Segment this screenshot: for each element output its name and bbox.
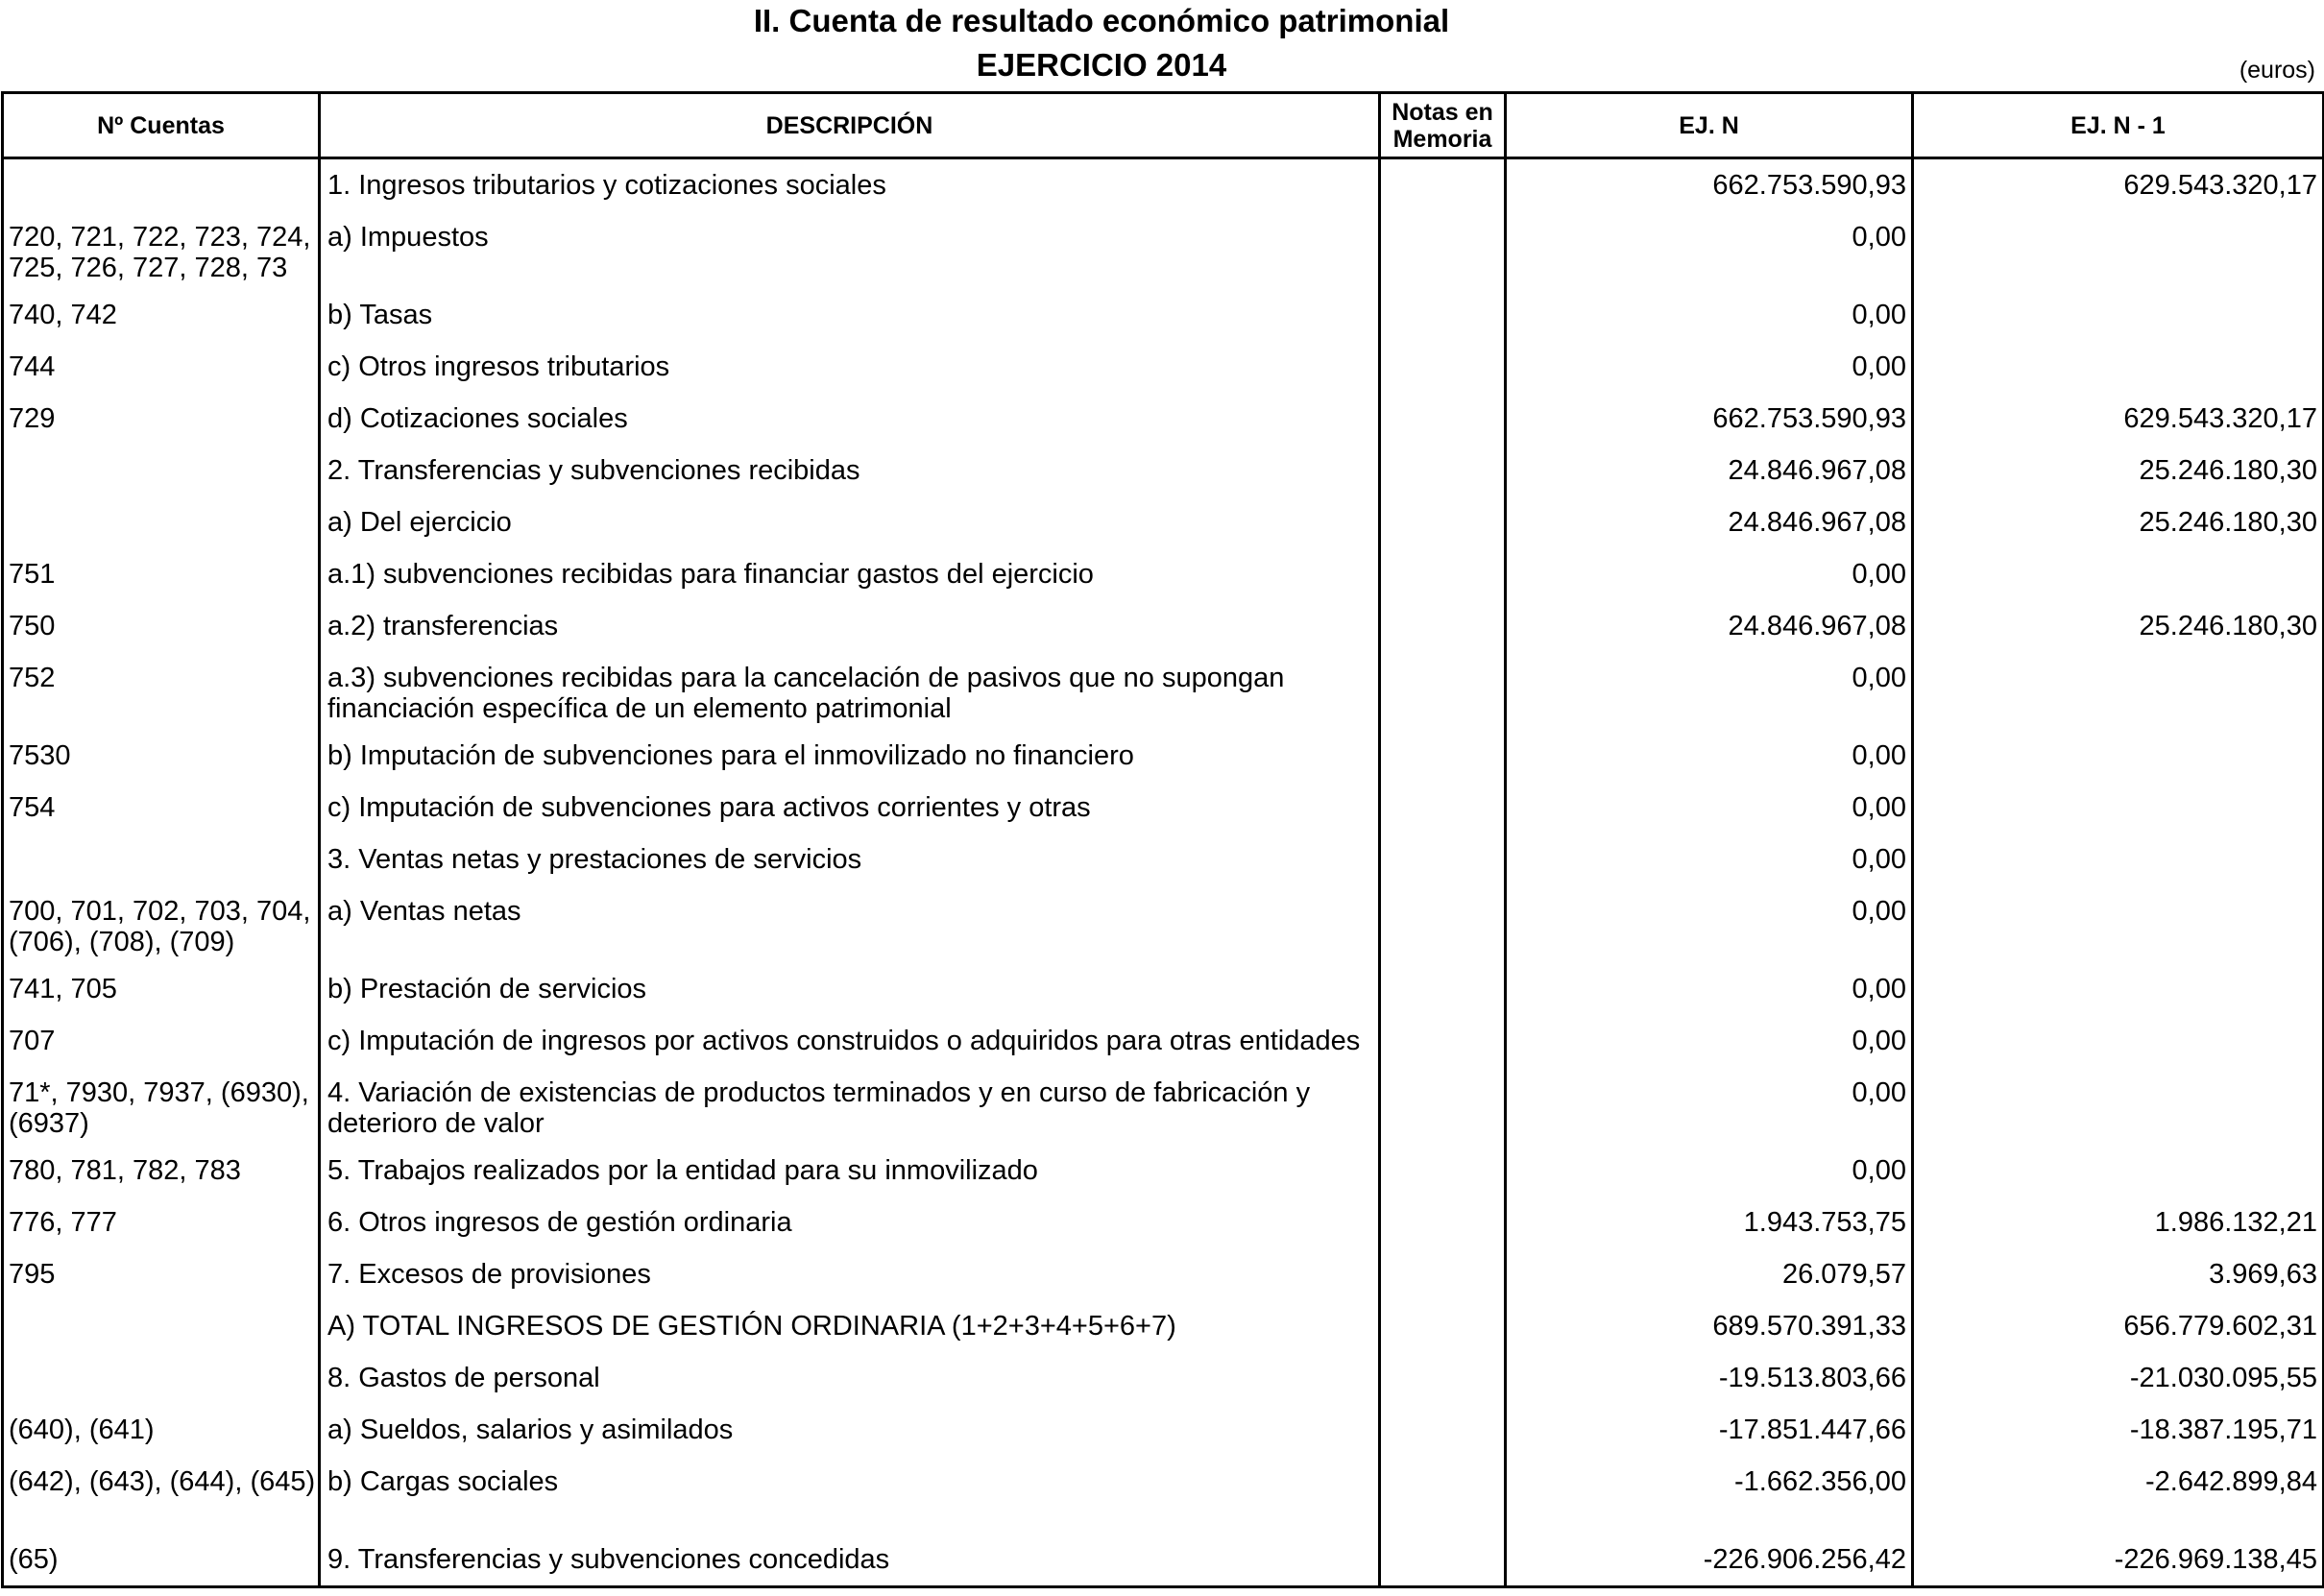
- cell-cuentas: 754: [3, 782, 320, 834]
- cell-ej-n1: 629.543.320,17: [1913, 158, 2324, 212]
- col-header-ej-n: EJ. N: [1506, 93, 1913, 158]
- cell-cuentas: [3, 445, 320, 496]
- cell-ej-n: 0,00: [1506, 1015, 1913, 1067]
- table-row: [3, 782, 2324, 834]
- cell-descripcion: 8. Gastos de personal: [320, 1352, 1380, 1404]
- cell-ej-n: 0,00: [1506, 963, 1913, 1015]
- cell-descripcion: b) Imputación de subvenciones para el inmovilizado no financiero: [320, 730, 1380, 782]
- table-row: [3, 834, 2324, 885]
- cell-notas: [1380, 1352, 1506, 1404]
- cell-notas: [1380, 652, 1506, 730]
- cell-descripcion: a) Sueldos, salarios y asimilados: [320, 1404, 1380, 1456]
- cell-ej-n: 0,00: [1506, 782, 1913, 834]
- cell-cuentas: 71*, 7930, 7937, (6930), (6937): [3, 1067, 320, 1145]
- table-row: [3, 1145, 2324, 1197]
- table-row: [3, 341, 2324, 393]
- table-row: [3, 1248, 2324, 1300]
- cell-cuentas: [3, 1352, 320, 1404]
- table-row: [3, 211, 2324, 289]
- cell-ej-n: 0,00: [1506, 1145, 1913, 1197]
- cell-cuentas: [3, 1300, 320, 1352]
- cell-descripcion: 9. Transferencias y subvenciones concedidas: [320, 1534, 1380, 1587]
- cell-descripcion: A) TOTAL INGRESOS DE GESTIÓN ORDINARIA (1+2+3+4+5+6+7): [320, 1300, 1380, 1352]
- cell-ej-n1: -21.030.095,55: [1913, 1352, 2324, 1404]
- cell-cuentas: 740, 742: [3, 289, 320, 341]
- cell-descripcion: 6. Otros ingresos de gestión ordinaria: [320, 1197, 1380, 1248]
- table-row: [3, 1300, 2324, 1352]
- cell-ej-n1: [1913, 289, 2324, 341]
- cell-notas: [1380, 963, 1506, 1015]
- cell-notas: [1380, 1534, 1506, 1587]
- cell-ej-n: -226.906.256,42: [1506, 1534, 1913, 1587]
- cell-ej-n: -17.851.447,66: [1506, 1404, 1913, 1456]
- cell-notas: [1380, 393, 1506, 445]
- cell-ej-n1: 1.986.132,21: [1913, 1197, 2324, 1248]
- table-row: [3, 600, 2324, 652]
- cell-notas: [1380, 211, 1506, 289]
- cell-ej-n: 689.570.391,33: [1506, 1300, 1913, 1352]
- cell-descripcion: a.1) subvenciones recibidas para financiar gastos del ejercicio: [320, 548, 1380, 600]
- cell-ej-n: 26.079,57: [1506, 1248, 1913, 1300]
- cell-descripcion: 4. Variación de existencias de productos terminados y en curso de fabricación y deterioro de valor: [320, 1067, 1380, 1145]
- table-row: [3, 885, 2324, 963]
- cell-descripcion: c) Imputación de subvenciones para activos corrientes y otras: [320, 782, 1380, 834]
- cell-notas: [1380, 158, 1506, 212]
- cell-descripcion: a) Impuestos: [320, 211, 1380, 289]
- cell-descripcion: c) Imputación de ingresos por activos construidos o adquiridos para otras entidades: [320, 1015, 1380, 1067]
- table-header-row: [3, 93, 2324, 158]
- cell-cuentas: 752: [3, 652, 320, 730]
- cell-descripcion: 2. Transferencias y subvenciones recibidas: [320, 445, 1380, 496]
- cell-descripcion: b) Tasas: [320, 289, 1380, 341]
- cell-cuentas: 707: [3, 1015, 320, 1067]
- table-row: [3, 1067, 2324, 1145]
- table-row: [3, 963, 2324, 1015]
- cell-ej-n: 0,00: [1506, 730, 1913, 782]
- cell-notas: [1380, 1145, 1506, 1197]
- document-subtitle: EJERCICIO 2014: [976, 47, 1227, 83]
- cell-ej-n1: [1913, 885, 2324, 963]
- document-title: II. Cuenta de resultado económico patrimonial: [753, 3, 1450, 38]
- cell-cuentas: 729: [3, 393, 320, 445]
- cell-ej-n1: [1913, 782, 2324, 834]
- cell-cuentas: 720, 721, 722, 723, 724, 725, 726, 727, 728, 73: [3, 211, 320, 289]
- cell-cuentas: 750: [3, 600, 320, 652]
- cell-ej-n: 662.753.590,93: [1506, 393, 1913, 445]
- table-row: [3, 652, 2324, 730]
- col-header-ej-n1: EJ. N - 1: [1913, 93, 2324, 158]
- cell-notas: [1380, 548, 1506, 600]
- cell-notas: [1380, 341, 1506, 393]
- col-header-cuentas: Nº Cuentas: [3, 93, 320, 158]
- cell-notas: [1380, 730, 1506, 782]
- table-row: [3, 289, 2324, 341]
- cell-ej-n1: [1913, 730, 2324, 782]
- col-header-descripcion: DESCRIPCIÓN: [320, 93, 1380, 158]
- cell-descripcion: a.2) transferencias: [320, 600, 1380, 652]
- cell-descripcion: 5. Trabajos realizados por la entidad para su inmovilizado: [320, 1145, 1380, 1197]
- cell-descripcion: b) Prestación de servicios: [320, 963, 1380, 1015]
- table-row: [3, 1352, 2324, 1404]
- table-row: [3, 1015, 2324, 1067]
- cell-notas: [1380, 1197, 1506, 1248]
- table-row: [3, 1534, 2324, 1587]
- cell-notas: [1380, 1404, 1506, 1456]
- table-row: [3, 1197, 2324, 1248]
- cell-ej-n1: [1913, 652, 2324, 730]
- cell-notas: [1380, 445, 1506, 496]
- cell-ej-n: 0,00: [1506, 834, 1913, 885]
- cell-cuentas: 7530: [3, 730, 320, 782]
- col-header-notas: Notas en Memoria: [1380, 93, 1506, 158]
- cell-descripcion: 1. Ingresos tributarios y cotizaciones sociales: [320, 158, 1380, 212]
- table-row: [3, 1404, 2324, 1456]
- cell-notas: [1380, 1015, 1506, 1067]
- cell-ej-n: -19.513.803,66: [1506, 1352, 1913, 1404]
- table-body: [3, 158, 2324, 1587]
- cell-notas: [1380, 1300, 1506, 1352]
- cell-ej-n: 24.846.967,08: [1506, 496, 1913, 548]
- cell-cuentas: 751: [3, 548, 320, 600]
- cell-cuentas: 795: [3, 1248, 320, 1300]
- cell-ej-n1: -226.969.138,45: [1913, 1534, 2324, 1587]
- cell-notas: [1380, 834, 1506, 885]
- cell-cuentas: 741, 705: [3, 963, 320, 1015]
- cell-ej-n: 1.943.753,75: [1506, 1197, 1913, 1248]
- table-row: [3, 548, 2324, 600]
- cell-ej-n: 0,00: [1506, 211, 1913, 289]
- cell-cuentas: [3, 158, 320, 212]
- cell-ej-n1: -18.387.195,71: [1913, 1404, 2324, 1456]
- cell-ej-n1: [1913, 1015, 2324, 1067]
- cell-cuentas: (642), (643), (644), (645): [3, 1456, 320, 1534]
- cell-descripcion: a) Del ejercicio: [320, 496, 1380, 548]
- cell-cuentas: 780, 781, 782, 783: [3, 1145, 320, 1197]
- cell-notas: [1380, 1248, 1506, 1300]
- cell-ej-n1: 3.969,63: [1913, 1248, 2324, 1300]
- cell-ej-n1: [1913, 211, 2324, 289]
- cell-cuentas: (65): [3, 1534, 320, 1587]
- cell-ej-n1: [1913, 548, 2324, 600]
- cell-ej-n1: 656.779.602,31: [1913, 1300, 2324, 1352]
- table-row: [3, 1456, 2324, 1534]
- cell-ej-n1: [1913, 341, 2324, 393]
- cell-ej-n: 0,00: [1506, 289, 1913, 341]
- cell-descripcion: c) Otros ingresos tributarios: [320, 341, 1380, 393]
- cell-notas: [1380, 1456, 1506, 1534]
- cell-ej-n: 0,00: [1506, 548, 1913, 600]
- cell-ej-n1: [1913, 1145, 2324, 1197]
- units-label: (euros): [2239, 57, 2315, 84]
- cell-cuentas: 776, 777: [3, 1197, 320, 1248]
- cell-ej-n: 24.846.967,08: [1506, 445, 1913, 496]
- cell-notas: [1380, 496, 1506, 548]
- cell-ej-n: 0,00: [1506, 885, 1913, 963]
- cell-cuentas: 744: [3, 341, 320, 393]
- cell-notas: [1380, 289, 1506, 341]
- cell-ej-n: 0,00: [1506, 1067, 1913, 1145]
- cell-descripcion: 7. Excesos de provisiones: [320, 1248, 1380, 1300]
- cell-ej-n1: 25.246.180,30: [1913, 600, 2324, 652]
- cell-ej-n1: [1913, 834, 2324, 885]
- cell-cuentas: [3, 834, 320, 885]
- cell-cuentas: (640), (641): [3, 1404, 320, 1456]
- cell-notas: [1380, 885, 1506, 963]
- cell-cuentas: [3, 496, 320, 548]
- table-row: [3, 730, 2324, 782]
- cell-ej-n: 0,00: [1506, 341, 1913, 393]
- cell-notas: [1380, 1067, 1506, 1145]
- cell-ej-n1: -2.642.899,84: [1913, 1456, 2324, 1534]
- cell-descripcion: a.3) subvenciones recibidas para la cancelación de pasivos que no supongan financiación específica de un elemento patrimonial: [320, 652, 1380, 730]
- cell-ej-n1: 25.246.180,30: [1913, 496, 2324, 548]
- cell-notas: [1380, 600, 1506, 652]
- cell-ej-n: -1.662.356,00: [1506, 1456, 1913, 1534]
- cell-cuentas: 700, 701, 702, 703, 704, (706), (708), (709): [3, 885, 320, 963]
- cell-ej-n: 0,00: [1506, 652, 1913, 730]
- cell-descripcion: b) Cargas sociales: [320, 1456, 1380, 1534]
- cell-descripcion: a) Ventas netas: [320, 885, 1380, 963]
- table-row: [3, 445, 2324, 496]
- cell-ej-n1: [1913, 963, 2324, 1015]
- income-statement-table: [1, 91, 2324, 1588]
- cell-descripcion: d) Cotizaciones sociales: [320, 393, 1380, 445]
- table-row: [3, 158, 2324, 212]
- cell-ej-n1: [1913, 1067, 2324, 1145]
- table-row: [3, 393, 2324, 445]
- cell-ej-n1: 25.246.180,30: [1913, 445, 2324, 496]
- cell-ej-n1: 629.543.320,17: [1913, 393, 2324, 445]
- cell-descripcion: 3. Ventas netas y prestaciones de servicios: [320, 834, 1380, 885]
- cell-ej-n: 24.846.967,08: [1506, 600, 1913, 652]
- table-row: [3, 496, 2324, 548]
- cell-notas: [1380, 782, 1506, 834]
- cell-ej-n: 662.753.590,93: [1506, 158, 1913, 212]
